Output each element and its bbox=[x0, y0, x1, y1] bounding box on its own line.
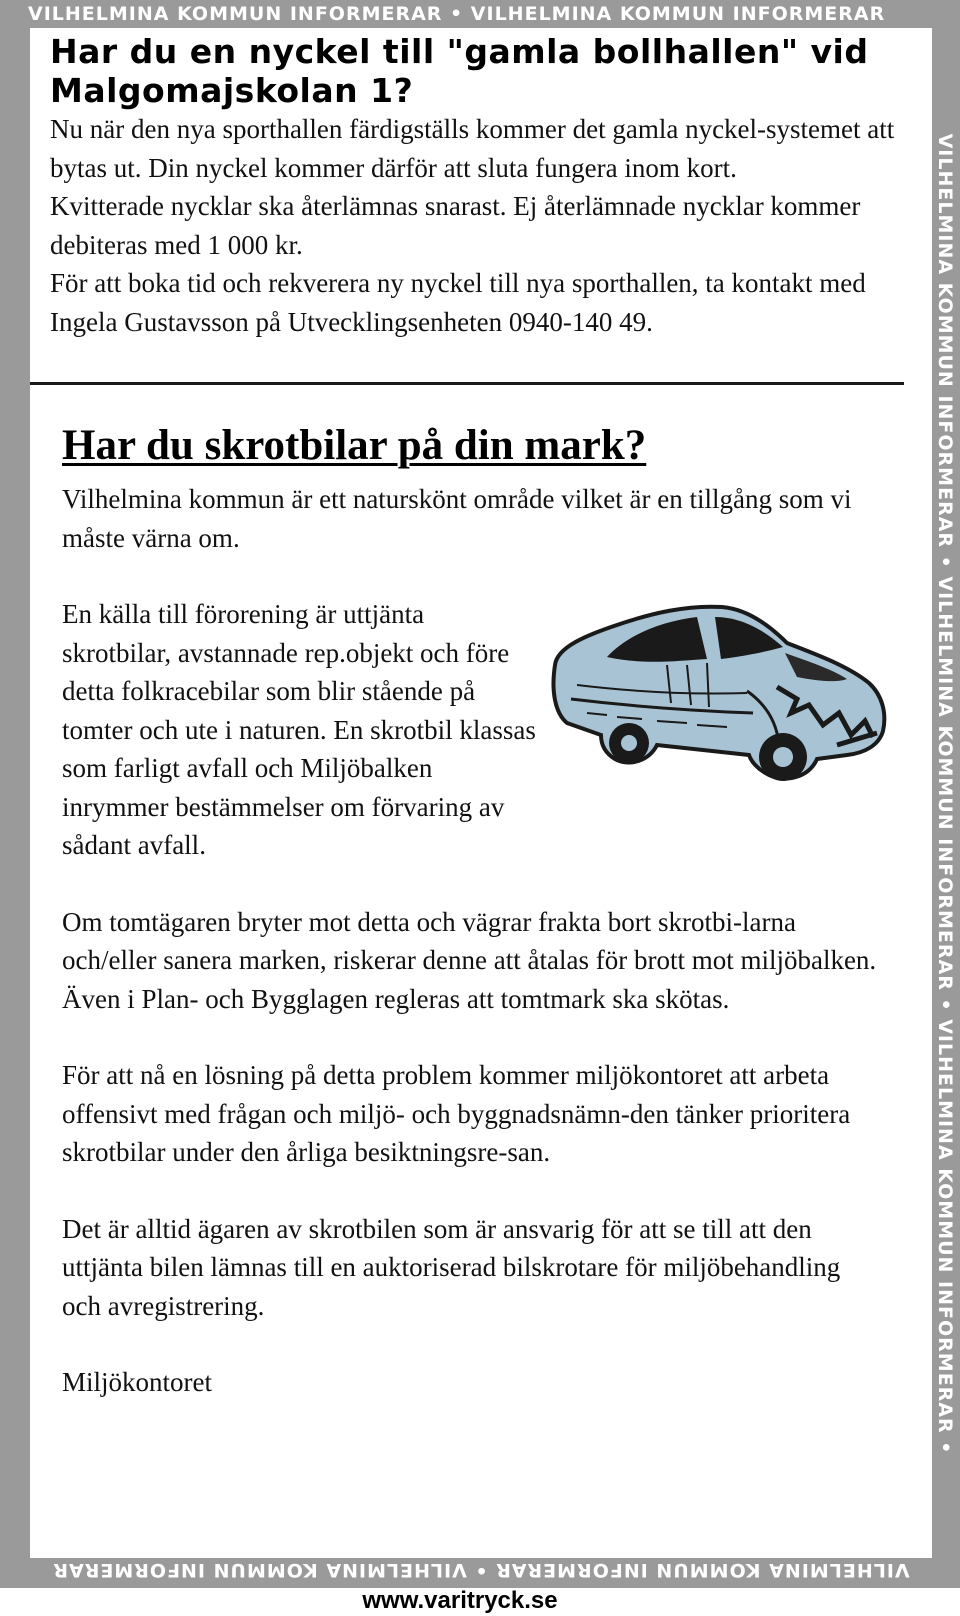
footer-url: www.varitryck.se bbox=[362, 1587, 558, 1614]
section-divider bbox=[30, 382, 904, 385]
key-return-notice bbox=[50, 32, 910, 341]
scrap-car-article bbox=[62, 420, 882, 1440]
article-signature: Miljökontoret bbox=[62, 1367, 212, 1397]
frame-band-right: VILHELMINA KOMMUN INFORMERAR • VILHELMINA KOMMUN INFORMERAR • VILHELMINA KOMMUN INFORMERAR • bbox=[934, 133, 956, 1455]
frame-band-bottom: VILHELMINA KOMMUN INFORMERAR • VILHELMINA KOMMUN INFORMERAR bbox=[52, 1559, 910, 1581]
frame-band-top: VILHELMINA KOMMUN INFORMERAR • VILHELMINA KOMMUN INFORMERAR bbox=[28, 3, 886, 25]
notice-title: Har du en nyckel till "gamla bollhallen" vid Malgomajskolan 1? bbox=[50, 32, 869, 110]
notice-paragraph: Kvitterade nycklar ska återlämnas snarast. Ej återlämnade nycklar kommer debiteras med 1 000 kr. bbox=[50, 191, 861, 260]
notice-paragraph: Nu när den nya sporthallen färdigställs kommer det gamla nyckel-systemet att bytas ut. Din nyckel kommer därför att sluta fungera inom kort. bbox=[50, 114, 895, 183]
article-paragraph: Vilhelmina kommun är ett naturskönt område vilket är en tillgång som vi måste värna om. bbox=[62, 484, 852, 553]
article-paragraph: Om tomtägaren bryter mot detta och vägrar frakta bort skrotbi-larna och/eller sanera marken, riskerar denne att åtalas för brott mot miljöbalken. Även i Plan- och Bygglagen regleras att tomtmark ska skötas. bbox=[62, 906, 877, 1014]
article-paragraph: För att nå en lösning på detta problem kommer miljökontoret att arbeta offensivt med frågan och miljö- och byggnadsnämn-den tänker prioritera skrotbilar under den årliga besiktningsre-san. bbox=[62, 1060, 851, 1167]
article-title: Har du skrotbilar på din mark? bbox=[62, 422, 647, 469]
notice-paragraph: För att boka tid och rekverera ny nyckel till nya sporthallen, ta kontakt med Ingela Gustavsson på Utvecklingsenheten 0940-140 49. bbox=[50, 268, 866, 337]
article-paragraph: Det är alltid ägaren av skrotbilen som är ansvarig för att se till att den uttjänta bilen lämnas till en auktoriserad bilskrotare för miljöbehandling och avregistrering. bbox=[62, 1213, 841, 1321]
article-paragraph: En källa till förorening är uttjänta skrotbilar, avstannade rep.objekt och före detta folkracebilar som blir stående på tomter och ute i naturen. En skrotbil klassas som farligt avfall och Miljöbalken inrymmer bestämmelser om förvaring av sådant avfall. bbox=[62, 599, 536, 860]
wrecked-car-icon bbox=[547, 595, 892, 785]
